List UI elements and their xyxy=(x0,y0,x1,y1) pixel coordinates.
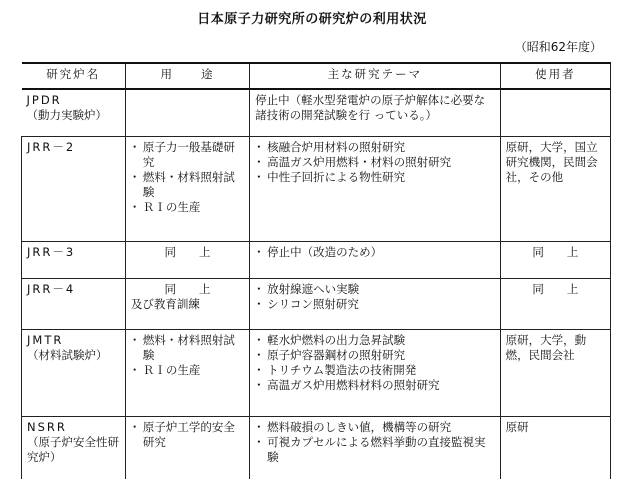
header-row xyxy=(22,63,611,89)
reactor-type: （材料試験炉） xyxy=(27,348,108,362)
theme-list xyxy=(255,333,495,393)
theme-cell xyxy=(250,330,501,417)
fiscal-year-note: （昭和62年度） xyxy=(514,40,602,54)
theme-cell xyxy=(250,137,501,242)
theme-list xyxy=(255,140,495,185)
reactor-type: （原子炉安全性研究炉） xyxy=(27,435,119,464)
reactor-name-cell xyxy=(22,417,126,480)
users-text: 原研，大学，国立研究機関，民間会社，その他 xyxy=(505,140,598,184)
reactor-name-cell xyxy=(22,137,126,242)
same-as-above: 同 上 xyxy=(164,245,211,259)
reactor-name: JRR－3 xyxy=(27,245,76,259)
reactor-name: JMTR xyxy=(27,333,64,347)
reactor-name: JPDR xyxy=(26,93,62,107)
header-research-theme: 主な研究テーマ xyxy=(250,63,501,89)
reactor-name-cell xyxy=(22,330,126,417)
list-item: ・ 核融合炉用材料の照射研究 xyxy=(255,140,495,155)
list-item: ・ 原子炉工学的安全研究 xyxy=(131,420,244,450)
header-reactor-name: 研究炉名 xyxy=(22,63,126,89)
use-cell xyxy=(125,330,249,417)
table-row xyxy=(22,417,611,480)
list-item: ・ 高温ガス炉用燃料・材料の照射研究 xyxy=(255,155,495,170)
list-item: ・ シリコン照射研究 xyxy=(255,297,495,312)
list-item: ・ 中性子回折による物性研究 xyxy=(255,170,495,185)
document-title: 日本原子力研究所の研究炉の利用状況 xyxy=(197,12,427,27)
same-as-above: 同 上 xyxy=(164,282,211,296)
use-cell xyxy=(125,137,249,242)
list-item: ・ 原子炉容器鋼材の照射研究 xyxy=(255,348,495,363)
users-cell xyxy=(500,330,610,417)
header-users: 使用者 xyxy=(500,63,610,89)
users-cell xyxy=(500,417,610,480)
reactor-name-cell xyxy=(22,89,126,137)
theme-cell xyxy=(250,279,501,330)
theme-cell xyxy=(250,89,501,137)
reactor-name-cell xyxy=(22,279,126,330)
same-as-above: 同 上 xyxy=(532,282,579,296)
users-cell xyxy=(500,89,610,137)
list-item: ・ 燃料・材料照射試験 xyxy=(131,170,244,200)
list-item: ・ 放射線遮へい実験 xyxy=(255,282,495,297)
table-row xyxy=(22,330,611,417)
list-item: ・ 可視カプセルによる燃料挙動の直接監視実験 xyxy=(255,435,495,465)
list-item: ・ 停止中（改造のため） xyxy=(255,245,495,260)
list-item: ・ 燃料・材料照射試験 xyxy=(131,333,244,363)
use-list xyxy=(131,333,244,378)
use-cell xyxy=(125,417,249,480)
same-as-above: 同 上 xyxy=(532,245,579,259)
theme-list xyxy=(255,245,495,260)
theme-cell xyxy=(250,242,501,279)
table-header xyxy=(22,63,611,89)
reactor-name: JRR－2 xyxy=(27,140,76,154)
list-item: ・ 高温ガス炉用燃料材料の照射研究 xyxy=(255,378,495,393)
list-item: ・ 軽水炉燃料の出力急昇試験 xyxy=(255,333,495,348)
table-row xyxy=(22,242,611,279)
users-text: 原研 xyxy=(505,420,529,434)
reactor-type: （動力実験炉） xyxy=(26,108,107,122)
list-item: ・ ＲＩの生産 xyxy=(131,363,244,378)
users-cell xyxy=(500,242,610,279)
theme-text: 停止中（軽水型発電炉の原子炉解体に必要な諸技術の開発試験を行 っている。） xyxy=(255,93,486,122)
reactor-name: NSRR xyxy=(27,420,67,434)
users-cell xyxy=(500,279,610,330)
table-row xyxy=(22,279,611,330)
users-cell xyxy=(500,137,610,242)
reactor-name: JRR－4 xyxy=(27,282,76,296)
list-item: ・ 原子力一般基礎研究 xyxy=(131,140,244,170)
theme-list xyxy=(255,420,495,465)
users-text: 原研，大学，動燃，民間会社 xyxy=(505,333,587,362)
list-item: ・ 燃料破損のしきい値，機構等の研究 xyxy=(255,420,495,435)
table-body xyxy=(22,89,611,479)
use-cell xyxy=(125,279,249,330)
table-row xyxy=(22,89,611,137)
theme-cell xyxy=(250,417,501,480)
reactor-name-cell xyxy=(22,242,126,279)
list-item: ・ トリチウム製造法の技術開発 xyxy=(255,363,495,378)
reactor-usage-table xyxy=(21,62,611,479)
header-use: 用 途 xyxy=(125,63,249,89)
list-item: ・ ＲＩの生産 xyxy=(131,200,244,215)
use-cell xyxy=(125,89,249,137)
use-extra-text: 及び教育訓練 xyxy=(130,297,200,311)
use-list xyxy=(131,140,244,215)
use-cell xyxy=(125,242,249,279)
table-row xyxy=(22,137,611,242)
theme-list xyxy=(255,282,495,312)
use-list xyxy=(131,420,244,450)
